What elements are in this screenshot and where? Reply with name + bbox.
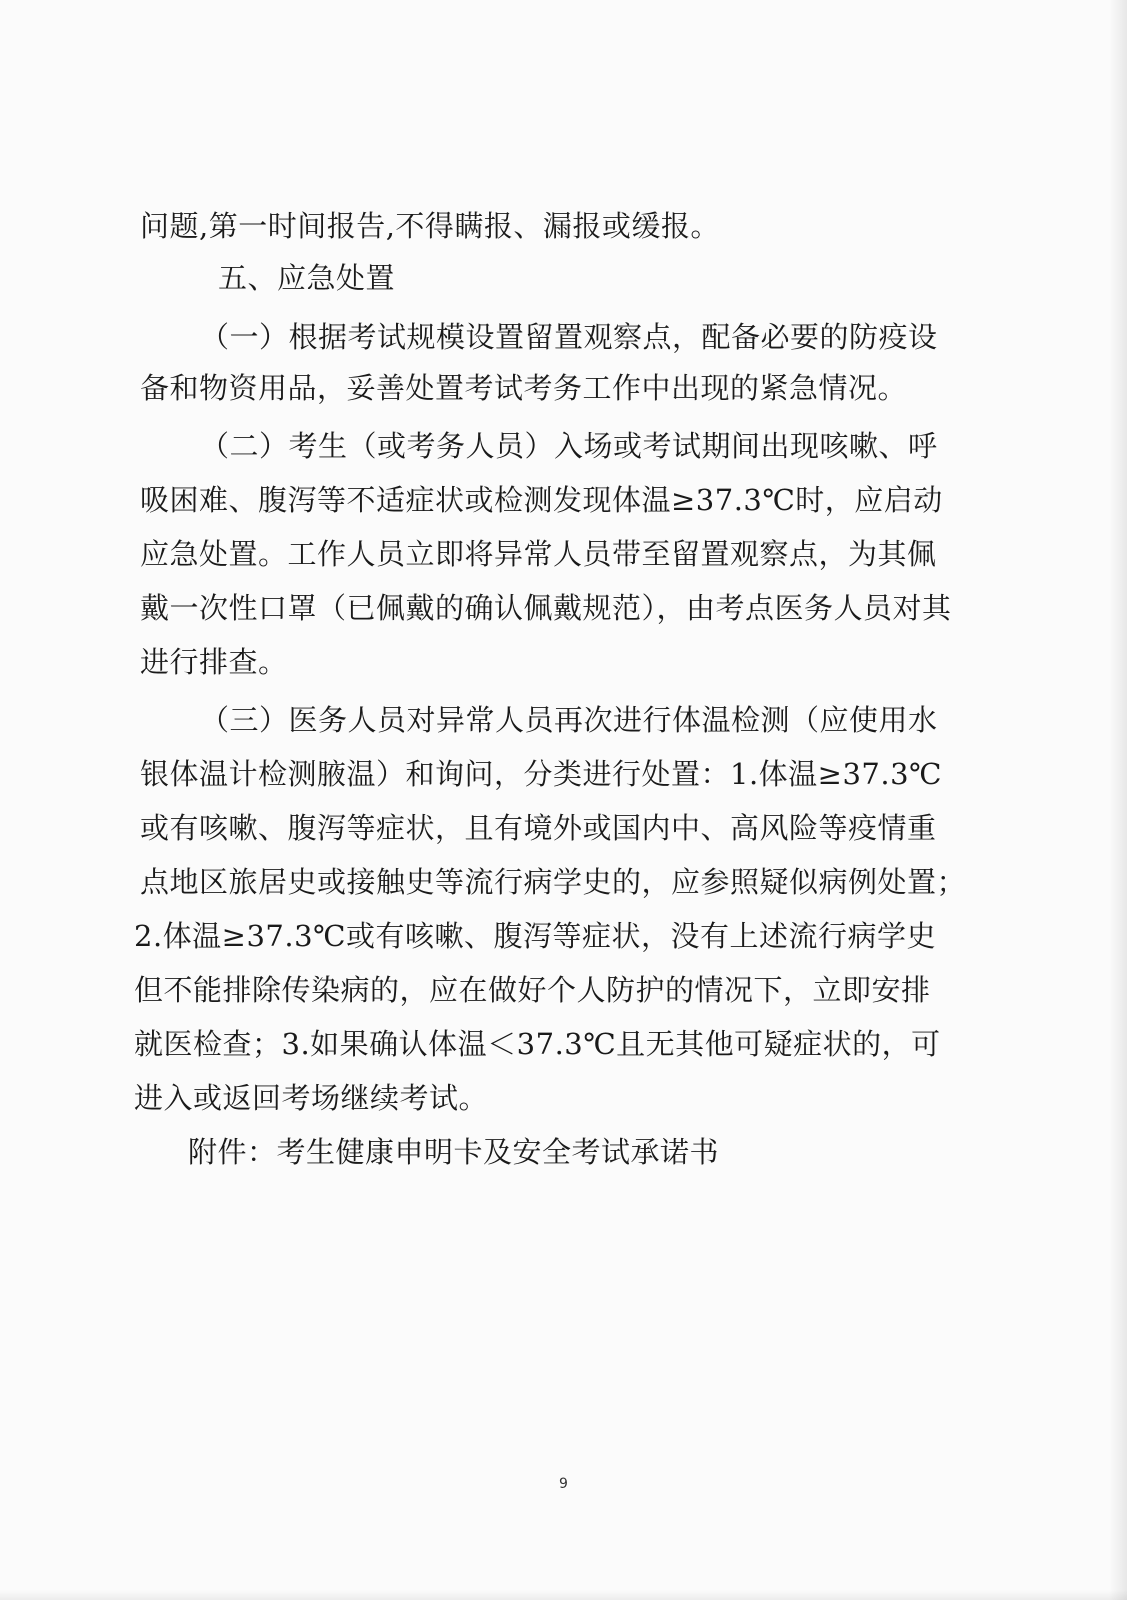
text-line-4: 备和物资用品，妥善处置考试考务工作中出现的紧急情况。 (140, 371, 908, 405)
text-line-3: （一）根据考试规模设置留置观察点，配备必要的防疫设 (200, 320, 938, 354)
text-line-6: 吸困难、腹泻等不适症状或检测发现体温≥37.3℃时，应启动 (140, 483, 943, 517)
text-line-5: （二）考生（或考务人员）入场或考试期间出现咳嗽、呼 (200, 429, 938, 463)
text-line-7: 应急处置。工作人员立即将异常人员带至留置观察点，为其佩 (140, 537, 937, 571)
text-line-8: 戴一次性口罩（已佩戴的确认佩戴规范），由考点医务人员对其 (140, 591, 952, 625)
scan-edge-shadow (1109, 0, 1127, 1600)
text-line-14: 2.体温≥37.3℃或有咳嗽、腹泻等症状，没有上述流行病学史 (134, 919, 936, 953)
text-line-11: 银体温计检测腋温）和询问，分类进行处置：1.体温≥37.3℃ (140, 757, 942, 791)
scan-bottom-shadow (0, 1590, 1127, 1600)
page-number: 9 (559, 1476, 568, 1492)
text-line-15: 但不能排除传染病的，应在做好个人防护的情况下，立即安排 (134, 973, 931, 1007)
section-heading-emergency: 五、应急处置 (218, 261, 396, 295)
text-line-16: 就医检查；3.如果确认体温＜37.3℃且无其他可疑症状的，可 (134, 1027, 941, 1061)
text-line-13: 点地区旅居史或接触史等流行病学史的，应参照疑似病例处置； (140, 865, 967, 899)
text-line-10: （三）医务人员对异常人员再次进行体温检测（应使用水 (200, 703, 938, 737)
attachment-line: 附件：考生健康申明卡及安全考试承诺书 (188, 1135, 720, 1169)
text-line-12: 或有咳嗽、腹泻等症状，且有境外或国内中、高风险等疫情重 (140, 811, 937, 845)
text-line-1: 问题,第一时间报告,不得瞒报、漏报或缓报。 (140, 209, 720, 243)
text-line-9: 进行排查。 (140, 645, 288, 679)
text-line-17: 进入或返回考场继续考试。 (134, 1081, 489, 1115)
